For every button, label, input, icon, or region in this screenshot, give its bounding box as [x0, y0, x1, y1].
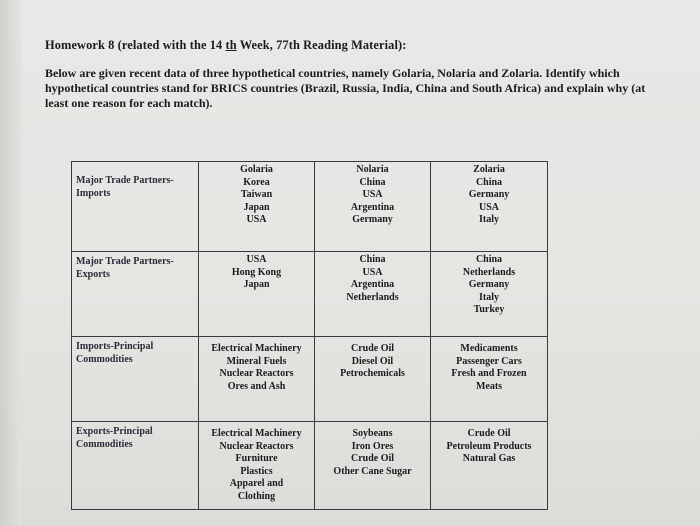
cell-item: Crude Oil — [467, 428, 511, 439]
cell-item: China — [475, 176, 503, 188]
cell-item: Petroleum Products — [446, 440, 532, 452]
row-label: Imports-Principal Commodities — [72, 337, 199, 422]
cell-item: Diesel Oil — [351, 355, 394, 367]
cell-item: Electrical Machinery — [211, 343, 302, 354]
cell-item: Nuclear Reactors — [219, 440, 294, 452]
cell-item: Soybeans — [352, 428, 393, 439]
table-row — [72, 337, 548, 422]
table-row — [72, 252, 548, 337]
cell-item: Germany — [468, 279, 510, 290]
cell-item: Iron Ores — [351, 440, 394, 452]
cell-item: USA — [478, 201, 499, 213]
cell-item: Plastics — [240, 465, 273, 477]
trade-data-table — [71, 161, 548, 510]
cell-item: USA — [362, 266, 383, 278]
cell-golaria — [199, 337, 315, 422]
heading-prefix: Homework 8 (related with the 14 — [45, 38, 226, 52]
cell-item: Taiwan — [240, 189, 273, 200]
cell-nolaria — [315, 252, 431, 337]
cell-item: Meats — [475, 380, 503, 392]
cell-item: Passenger Cars — [456, 355, 522, 367]
heading-suffix: Week, 77th Reading Material): — [236, 38, 407, 52]
homework-heading — [45, 38, 685, 53]
cell-item: Medicaments — [460, 343, 518, 354]
cell-nolaria — [315, 162, 431, 252]
cell-item: Clothing — [237, 490, 276, 502]
cell-item: Italy — [479, 291, 499, 303]
cell-item: Germany — [352, 214, 393, 225]
country-name: Zolaria — [473, 164, 505, 175]
row-label: Major Trade Partners-Imports — [72, 162, 199, 252]
cell-item: Korea — [243, 176, 270, 188]
cell-item: China — [359, 254, 386, 265]
cell-item: Apparel and — [229, 478, 284, 489]
cell-item: Turkey — [473, 304, 505, 315]
cell-item: Argentina — [350, 279, 395, 290]
cell-golaria — [199, 162, 315, 252]
intro-paragraph: Below are given recent data of three hypothetical countries, namely Golaria, Nolaria and Zolaria. Identify which hypothetical countries stand for BRICS countries (Brazil, Russia, India, China and South Africa) and explain why (at least one reason for each match). — [45, 66, 646, 110]
cell-item: Hong Kong — [231, 266, 282, 278]
cell-item: Mineral Fuels — [226, 355, 287, 367]
cell-zolaria — [431, 422, 548, 510]
table-row — [72, 422, 548, 510]
cell-golaria — [199, 422, 315, 510]
cell-item: Nuclear Reactors — [219, 368, 294, 379]
cell-item: Furniture — [235, 453, 278, 464]
cell-golaria — [199, 252, 315, 337]
cell-nolaria — [315, 422, 431, 510]
cell-item: Ores and Ash — [227, 380, 286, 392]
cell-zolaria — [431, 162, 548, 252]
heading-th: th — [225, 38, 237, 52]
row-label: Major Trade Partners-Exports — [72, 252, 199, 337]
cell-nolaria — [315, 337, 431, 422]
cell-item: USA — [362, 189, 383, 200]
cell-item: Japan — [243, 201, 270, 213]
cell-item: China — [359, 176, 386, 188]
cell-item: Crude Oil — [350, 343, 395, 354]
row-label: Exports-Principal Commodities — [72, 422, 199, 510]
cell-item: Petrochemicals — [340, 368, 405, 379]
cell-item: Electrical Machinery — [211, 428, 302, 439]
cell-item: USA — [246, 254, 267, 265]
cell-item: Netherlands — [346, 291, 399, 303]
cell-item: Italy — [479, 214, 499, 225]
page-shadow — [0, 0, 22, 526]
cell-zolaria — [431, 252, 548, 337]
cell-item: Other Cane Sugar — [333, 465, 412, 477]
cell-item: China — [475, 254, 503, 265]
table-row — [72, 162, 548, 252]
cell-zolaria — [431, 337, 548, 422]
cell-item: Natural Gas — [462, 453, 516, 464]
country-name: Golaria — [240, 164, 273, 175]
cell-item: USA — [246, 214, 267, 225]
cell-item: Netherlands — [462, 266, 516, 278]
cell-item: Germany — [468, 189, 510, 200]
cell-item: Japan — [243, 279, 270, 290]
cell-item: Argentina — [350, 201, 395, 213]
country-name: Nolaria — [356, 164, 389, 175]
cell-item: Crude Oil — [350, 453, 395, 464]
cell-item: Fresh and Frozen — [451, 368, 527, 379]
